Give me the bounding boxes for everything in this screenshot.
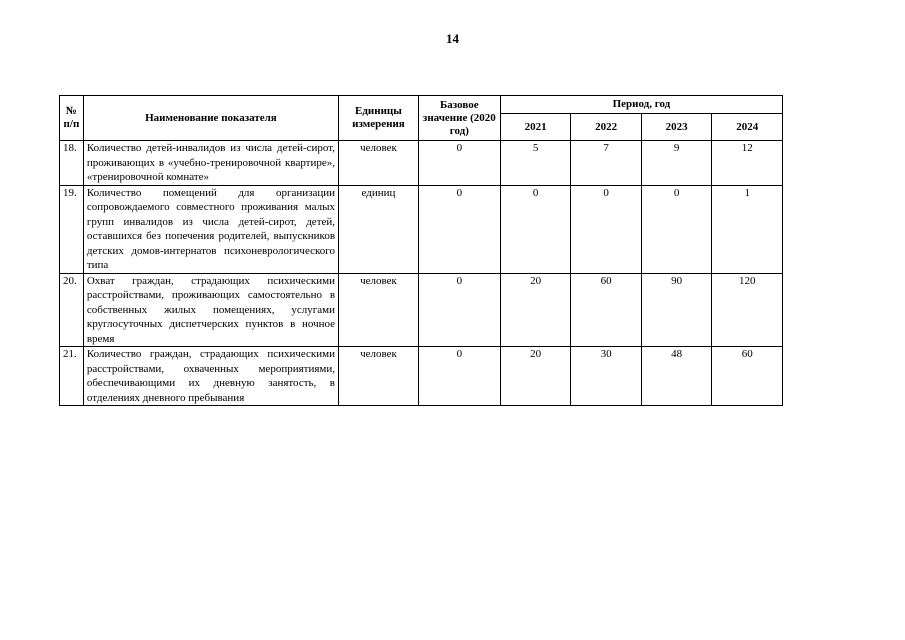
year-value-cell: 5 [500,141,571,186]
year-value-cell: 90 [641,273,712,347]
year-value-cell: 20 [500,273,571,347]
row-number: 19. [60,185,84,273]
unit-cell: человек [339,273,419,347]
base-value-cell: 0 [418,273,500,347]
table-row [60,347,783,406]
year-value-cell: 0 [500,185,571,273]
header-indicator-name: Наименование показателя [83,96,338,141]
row-number: 20. [60,273,84,347]
year-value-cell: 120 [712,273,783,347]
year-value-cell: 48 [641,347,712,406]
indicator-name: Количество помещений для организации сопровождаемого совместного проживания малых групп инвалидов из числа детей-сирот, детей, оставшихся без попечения родителей, выпускников детских домов-интернатов психоневрологического типа [83,185,338,273]
unit-cell: человек [339,347,419,406]
header-year: 2023 [641,114,712,141]
table-row [60,141,783,186]
row-number: 18. [60,141,84,186]
year-value-cell: 9 [641,141,712,186]
year-value-cell: 60 [712,347,783,406]
indicator-name: Охват граждан, страдающих психическими расстройствами, проживающих самостоятельно в собственных жилых помещениях, услугами круглосуточных диспетчерских пунктов в ночное время [83,273,338,347]
base-value-cell: 0 [418,141,500,186]
header-number: № п/п [60,96,84,141]
unit-cell: единиц [339,185,419,273]
year-value-cell: 30 [571,347,642,406]
header-year: 2021 [500,114,571,141]
indicator-name: Количество граждан, страдающих психическими расстройствами, охваченных мероприятиями, обеспечивающими их дневную занятость, в отделениях дневного пребывания [83,347,338,406]
header-year: 2024 [712,114,783,141]
year-value-cell: 7 [571,141,642,186]
year-value-cell: 0 [571,185,642,273]
header-base-value: Базовое значение (2020 год) [418,96,500,141]
indicator-name: Количество детей-инвалидов из числа детей-сирот, проживающих в «учебно-тренировочной квартире», «тренировочной комнате» [83,141,338,186]
row-number: 21. [60,347,84,406]
unit-cell: человек [339,141,419,186]
base-value-cell: 0 [418,347,500,406]
year-value-cell: 1 [712,185,783,273]
header-year: 2022 [571,114,642,141]
table-row [60,273,783,347]
indicators-table [59,95,783,406]
year-value-cell: 0 [641,185,712,273]
page-number: 14 [446,31,459,46]
base-value-cell: 0 [418,185,500,273]
year-value-cell: 12 [712,141,783,186]
header-unit: Единицы измерения [339,96,419,141]
year-value-cell: 60 [571,273,642,347]
year-value-cell: 20 [500,347,571,406]
header-period: Период, год [500,96,782,114]
table-row [60,185,783,273]
